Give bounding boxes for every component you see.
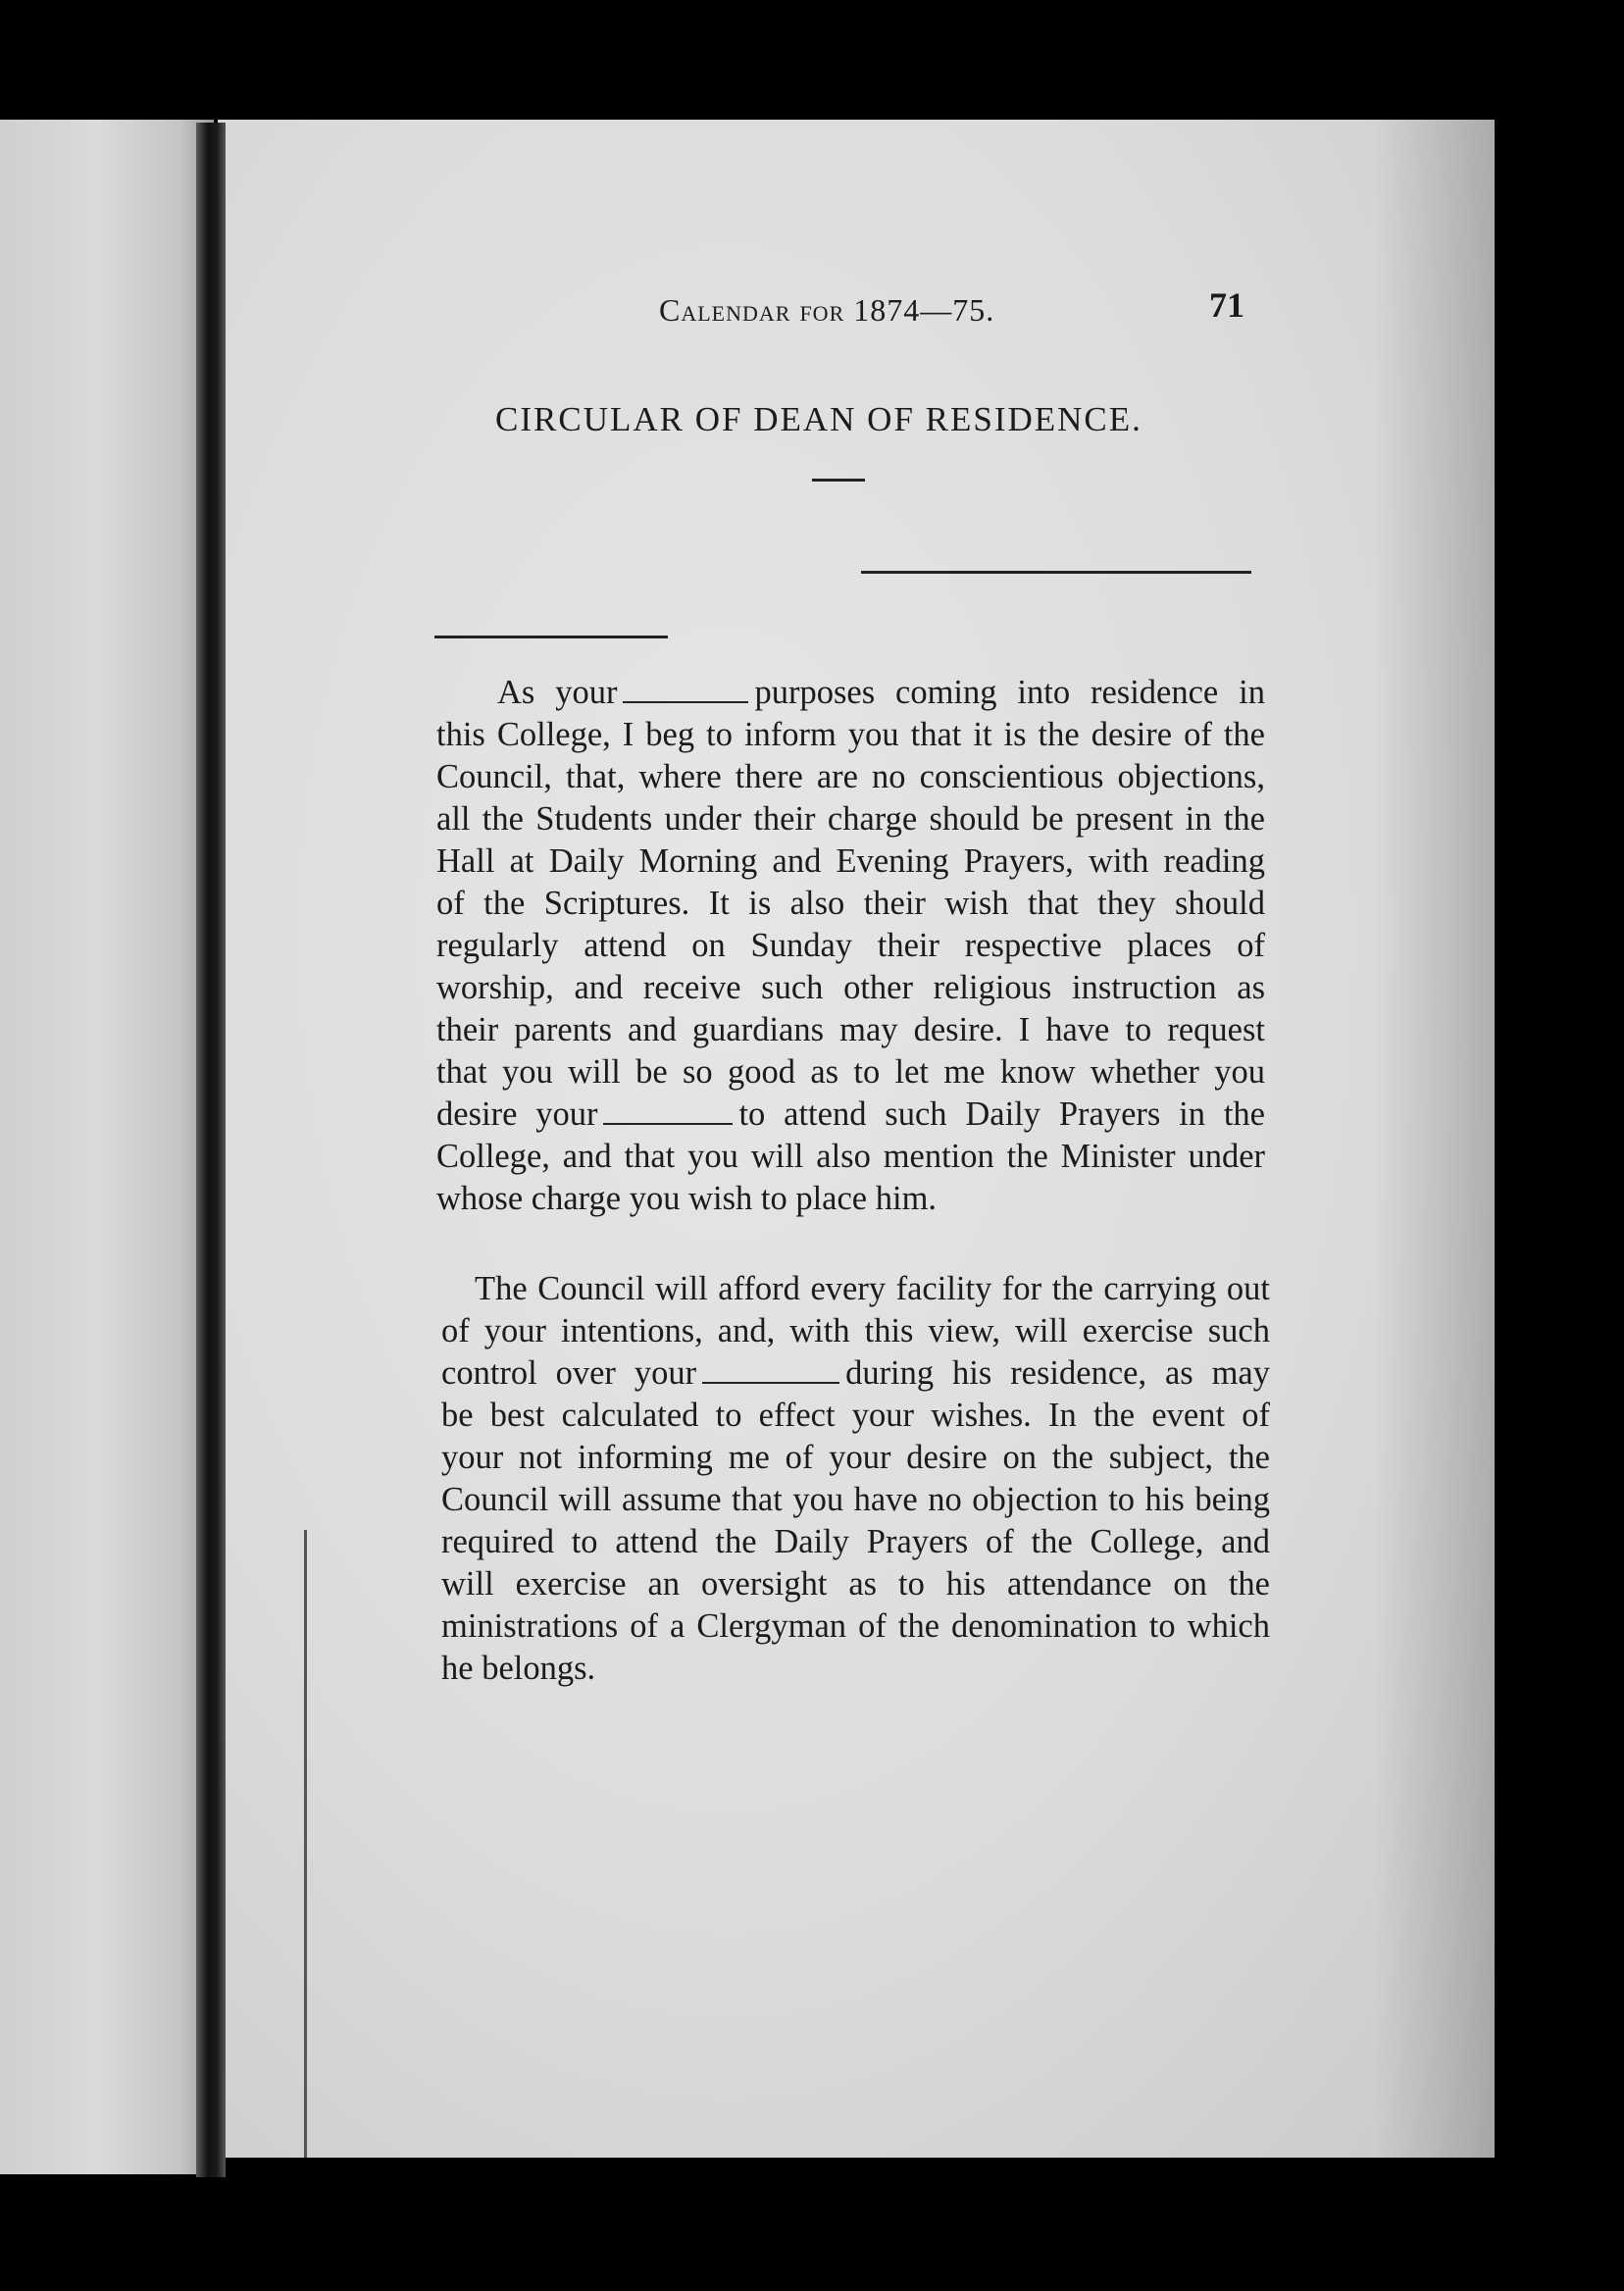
text-line: whose charge you wish to place him.: [436, 1180, 938, 1217]
text-line: he belongs.: [441, 1650, 596, 1687]
title-rule: [812, 479, 865, 482]
text-line: that you will be so good as to let me know whether you: [436, 1053, 1265, 1091]
text-line: regularly attend on Sunday their respective places of: [436, 927, 1265, 964]
text-line: their parents and guardians may desire. I have to request: [436, 1011, 1265, 1048]
addressee-blank-line: [434, 636, 668, 638]
text-line: this College, I beg to inform you that it is the desire of the: [436, 716, 1265, 753]
page-tear-mark: [304, 1530, 323, 2158]
text-line: control over your during his residence, as may: [441, 1354, 1270, 1392]
text-line: ministrations of a Clergyman of the denomination to which: [441, 1607, 1270, 1645]
text-line: Council, that, where there are no conscientious objections,: [436, 758, 1265, 795]
paragraph-1: [436, 672, 1265, 1220]
text-line: of your intentions, and, with this view, will exercise such: [441, 1312, 1270, 1349]
book-gutter: [196, 123, 226, 2177]
page-shadow: [1373, 120, 1495, 2158]
text-line: of the Scriptures. It is also their wish that they should: [436, 885, 1265, 922]
text-line: worship, and receive such other religious instruction as: [436, 969, 1265, 1006]
text-line: College, and that you will also mention the Minister under: [436, 1138, 1265, 1175]
date-blank-line: [861, 571, 1251, 574]
form-blank: [603, 1101, 733, 1125]
text-line: be best calculated to effect your wishes. In the event of: [441, 1397, 1270, 1434]
text-line: As your purposes coming into residence in: [497, 674, 1265, 711]
text-line: your not informing me of your desire on the subject, the: [441, 1439, 1270, 1476]
text-line: The Council will afford every facility for the carrying out: [475, 1270, 1270, 1307]
page-number: 71: [1209, 285, 1244, 325]
text-line: required to attend the Daily Prayers of the College, and: [441, 1523, 1270, 1560]
text-line: Council will assume that you have no objection to his being: [441, 1481, 1270, 1518]
text-line: desire your to attend such Daily Prayers in the: [436, 1095, 1265, 1133]
running-head: Calendar for 1874—75.: [659, 292, 995, 328]
page-title: CIRCULAR OF DEAN OF RESIDENCE.: [495, 400, 1142, 438]
text-line: Hall at Daily Morning and Evening Prayers, with reading: [436, 842, 1265, 880]
text-line: will exercise an oversight as to his attendance on the: [441, 1565, 1270, 1603]
form-blank: [623, 680, 748, 703]
left-page-edge: [0, 120, 214, 2174]
text-line: all the Students under their charge should be present in the: [436, 800, 1265, 838]
paragraph-2: [441, 1268, 1270, 1690]
form-blank: [702, 1360, 839, 1384]
